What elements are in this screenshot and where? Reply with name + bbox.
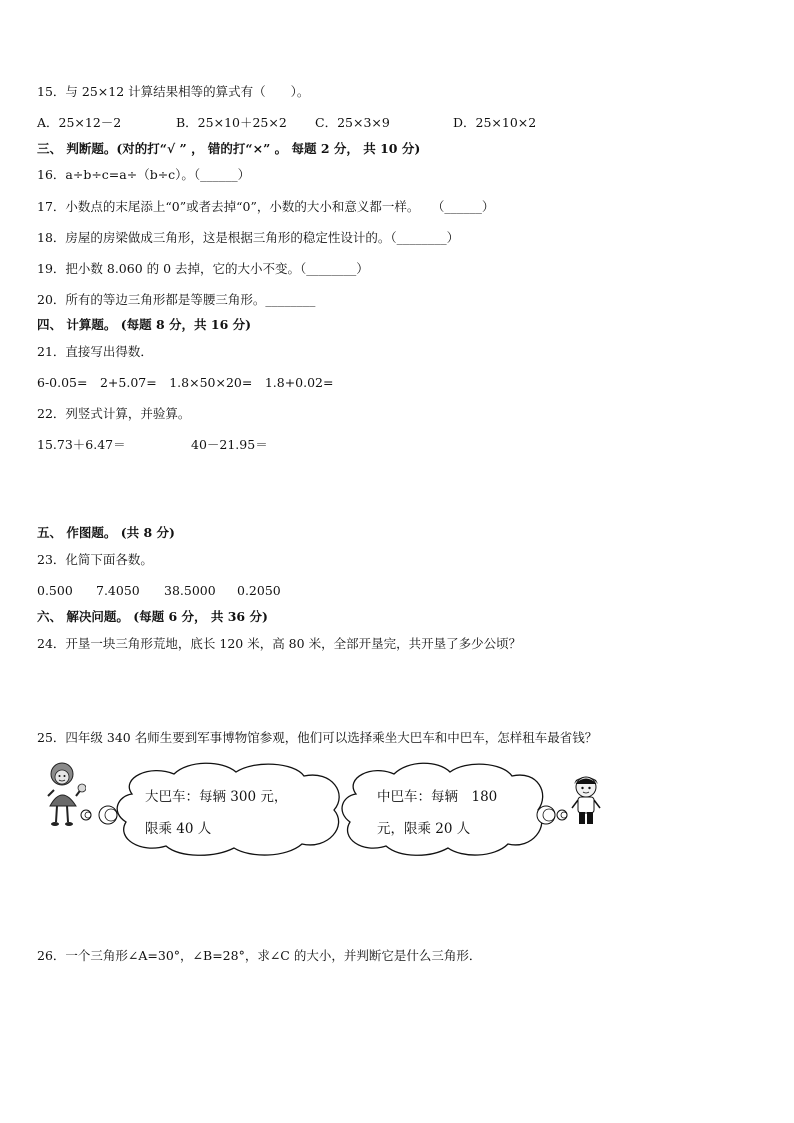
question-22-stem: 22．列竖式计算，并验算。 [37,406,191,421]
mid-bus-capacity: 元，限乘 20 人 [377,821,471,837]
question-22-right: 40－21.95＝ [191,437,268,452]
section-4-heading: 四、 计算题。 (每题 8 分，共 16 分) [37,317,252,332]
cloud-big-bus [110,760,350,860]
question-21-stem: 21．直接写出得数． [37,344,153,359]
question-21-items: 6-0.05= 2+5.07= 1.8×50×20= 1.8+0.02= [37,375,334,390]
q23-number: 0.500 [37,583,73,598]
question-19: 19．把小数 8.060 的 0 去掉，它的大小不变。（________） [37,261,369,276]
q23-number: 7.4050 [96,583,140,598]
section-3-heading: 三、 判断题。(对的打“√ ” ， 错的打“×” 。 每题 2 分， 共 10 分) [37,141,421,156]
q15-option-a: A．25×12－2 [37,115,122,130]
question-18: 18．房屋的房梁做成三角形，这是根据三角形的稳定性设计的。（________） [37,230,460,245]
bubble-connector-right [534,802,570,828]
section-6-heading: 六、 解决问题。 (每题 6 分， 共 36 分) [37,609,268,624]
big-bus-price: 大巴车：每辆 300 元， [145,789,288,805]
boy-illustration [566,772,606,830]
q23-number: 38.5000 [164,583,216,598]
q15-option-b: B．25×10＋25×2 [176,115,287,130]
q15-option-d: D．25×10×2 [453,115,537,130]
question-17: 17．小数点的末尾添上“0”或者去掉“0”，小数的大小和意义都一样。 （______） [37,199,495,214]
question-24: 24．开垦一块三角形荒地，底长 120 米，高 80 米，全部开垦完，共开垦了多少公顷？ [37,636,522,651]
question-23-stem: 23．化简下面各数。 [37,552,153,567]
mid-bus-price: 中巴车：每辆 180 [377,789,498,805]
question-15-stem: 15．与 25×12 计算结果相等的算式有（ ）。 [37,84,310,99]
q23-number: 0.2050 [237,583,281,598]
question-16: 16．a÷b÷c=a÷（b÷c）。（______） [37,167,251,182]
section-5-heading: 五、 作图题。 (共 8 分) [37,525,175,540]
question-26: 26．一个三角形∠A=30°，∠B=28°，求∠C 的大小，并判断它是什么三角形． [37,948,482,963]
question-22-left: 15.73＋6.47＝ [37,437,126,452]
question-20: 20．所有的等边三角形都是等腰三角形。________ [37,292,316,307]
q15-option-c: C．25×3×9 [315,115,390,130]
question-25-stem: 25．四年级 340 名师生要到军事博物馆参观，他们可以选择乘坐大巴车和中巴车，怎样租车最省钱？ [37,730,598,745]
cloud-mid-bus [336,760,552,860]
big-bus-capacity: 限乘 40 人 [145,821,212,837]
